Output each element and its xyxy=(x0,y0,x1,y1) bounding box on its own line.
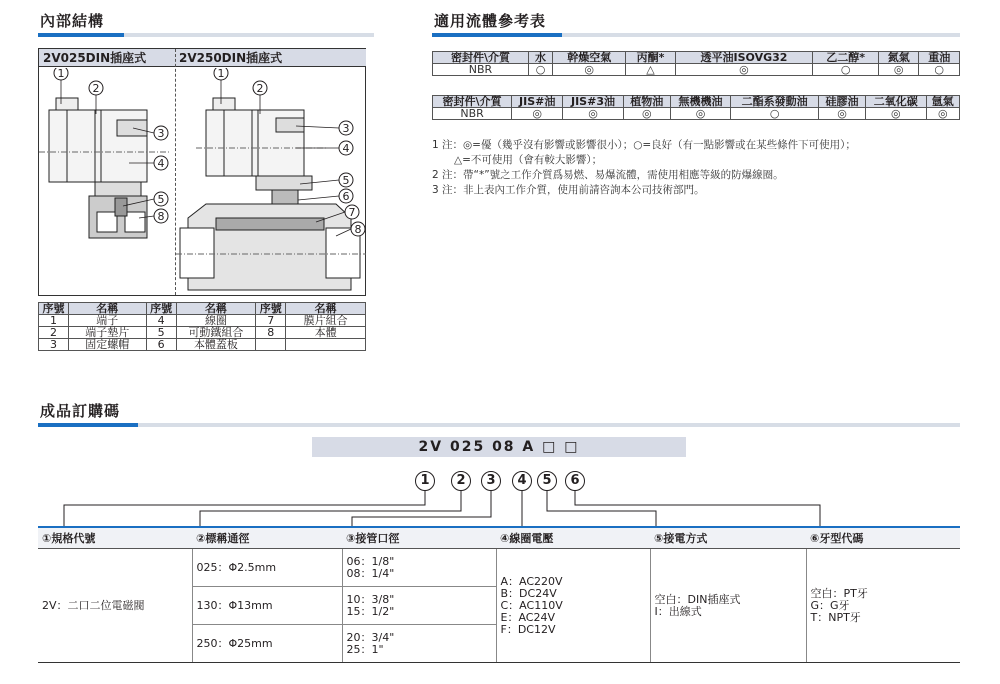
order-header-wiring: ⑤接電方式 xyxy=(650,527,806,549)
note-1-cont: △=不可使用（會有較大影響）； xyxy=(454,154,603,166)
fluid-table-1: 密封件\介質 水 幹燥空氣 丙酮* 透平油ISOVG32 乙二醇* 氮氣 重油 NBR ○ ◎ △ ◎ ○ ◎ ○ xyxy=(432,51,960,76)
callout-a-5: 5 xyxy=(157,193,165,206)
callout-b-2: 2 xyxy=(256,82,264,95)
port-cell: 20：3/4" 25：1" xyxy=(342,625,496,663)
section-rule xyxy=(38,33,374,37)
parts-header: 名稱 xyxy=(286,303,366,315)
parts-header: 序號 xyxy=(146,303,176,315)
internal-structure-title: 內部結構 xyxy=(40,12,105,30)
parts-header: 序號 xyxy=(256,303,286,315)
order-header-spec: ①規格代號 xyxy=(38,527,192,549)
diameter-cell: 025：Φ2.5mm xyxy=(192,549,342,587)
callouts-a xyxy=(39,68,175,296)
callout-a-3: 3 xyxy=(157,127,165,140)
port-cell: 06：1/8" 08：1/4" xyxy=(342,549,496,587)
order-header-diameter: ②標稱通徑 xyxy=(192,527,342,549)
callout-b-6: 6 xyxy=(342,190,350,203)
fluid-notes xyxy=(432,138,856,198)
model-a-label: 2V025DIN插座式 xyxy=(39,49,175,67)
order-header-port: ③接管口徑 xyxy=(342,527,496,549)
callout-b-1: 1 xyxy=(217,68,225,80)
parts-table xyxy=(38,302,366,351)
thread-cell: 空白：PT牙 G：G牙 T：NPT牙 xyxy=(806,549,960,663)
parts-header: 名稱 xyxy=(176,303,256,315)
fluid-row: NBR ○ ◎ △ ◎ ○ ◎ ○ xyxy=(433,64,960,76)
code-part-1: 1 xyxy=(415,471,435,491)
parts-header: 序號 xyxy=(39,303,69,315)
order-code: 2V 025 08 A □ □ xyxy=(312,437,686,457)
order-table xyxy=(38,526,960,663)
fluid-row: NBR ◎ ◎ ◎ ◎ ○ ◎ ◎ ◎ xyxy=(433,108,960,120)
callout-a-1: 1 xyxy=(57,68,65,80)
parts-row: 1 端子 4 線圈 7 膜片組合 xyxy=(39,315,366,327)
internal-diagram xyxy=(38,48,366,296)
section-rule xyxy=(432,33,960,37)
note-2: 2 注：帶“*”號之工作介質爲易燃、易爆流體，需使用相應等級的防爆線圈。 xyxy=(432,169,784,181)
parts-header: 名稱 xyxy=(68,303,146,315)
order-header-thread: ⑥牙型代碼 xyxy=(806,527,960,549)
callout-b-5: 5 xyxy=(342,174,350,187)
diameter-cell: 250：Φ25mm xyxy=(192,625,342,663)
code-part-3: 3 xyxy=(481,471,501,491)
wiring-cell: 空白：DIN插座式 I：出線式 xyxy=(650,549,806,663)
code-part-4: 4 xyxy=(512,471,532,491)
code-part-5: 5 xyxy=(537,471,557,491)
callouts-b xyxy=(176,68,367,296)
callout-b-4: 4 xyxy=(342,142,350,155)
section-rule xyxy=(38,423,960,427)
fluid-title: 適用流體參考表 xyxy=(434,12,547,30)
callout-b-8: 8 xyxy=(354,223,362,236)
order-title: 成品訂購碼 xyxy=(40,402,121,420)
parts-row: 2 端子墊片 5 可動鐵組合 8 本體 xyxy=(39,327,366,339)
spec-cell: 2V：二口二位電磁閥 xyxy=(38,549,192,663)
parts-row: 3 固定螺帽 6 本體蓋板 xyxy=(39,339,366,351)
port-cell: 10：3/8" 15：1/2" xyxy=(342,587,496,625)
callout-b-3: 3 xyxy=(342,122,350,135)
model-b-label: 2V250DIN插座式 xyxy=(175,49,366,67)
callout-a-8: 8 xyxy=(157,210,165,223)
order-header-voltage: ④線圈電壓 xyxy=(496,527,650,549)
voltage-cell: A：AC220V B：DC24V C：AC110V E：AC24V F：DC12V xyxy=(496,549,650,663)
note-1: 1 注：◎=優（幾乎沒有影響或影響很小）；○=良好（有一點影響或在某些條件下可使用）； xyxy=(432,139,856,151)
diameter-cell: 130：Φ13mm xyxy=(192,587,342,625)
fluid-table-2: 密封件\介質 JIS#油 JIS#3油 植物油 無機機油 二酯系發動油 硅膠油 二氧化碳 氬氣 NBR ◎ ◎ ◎ ◎ ○ ◎ ◎ ◎ xyxy=(432,95,960,120)
code-part-2: 2 xyxy=(451,471,471,491)
callout-a-2: 2 xyxy=(92,82,100,95)
code-part-6: 6 xyxy=(565,471,585,491)
note-3: 3 注：非上表內工作介質，使用前請咨詢本公司技術部門。 xyxy=(432,184,705,196)
callout-a-4: 4 xyxy=(157,157,165,170)
code-connectors xyxy=(0,490,1000,530)
callout-b-7: 7 xyxy=(348,206,356,219)
